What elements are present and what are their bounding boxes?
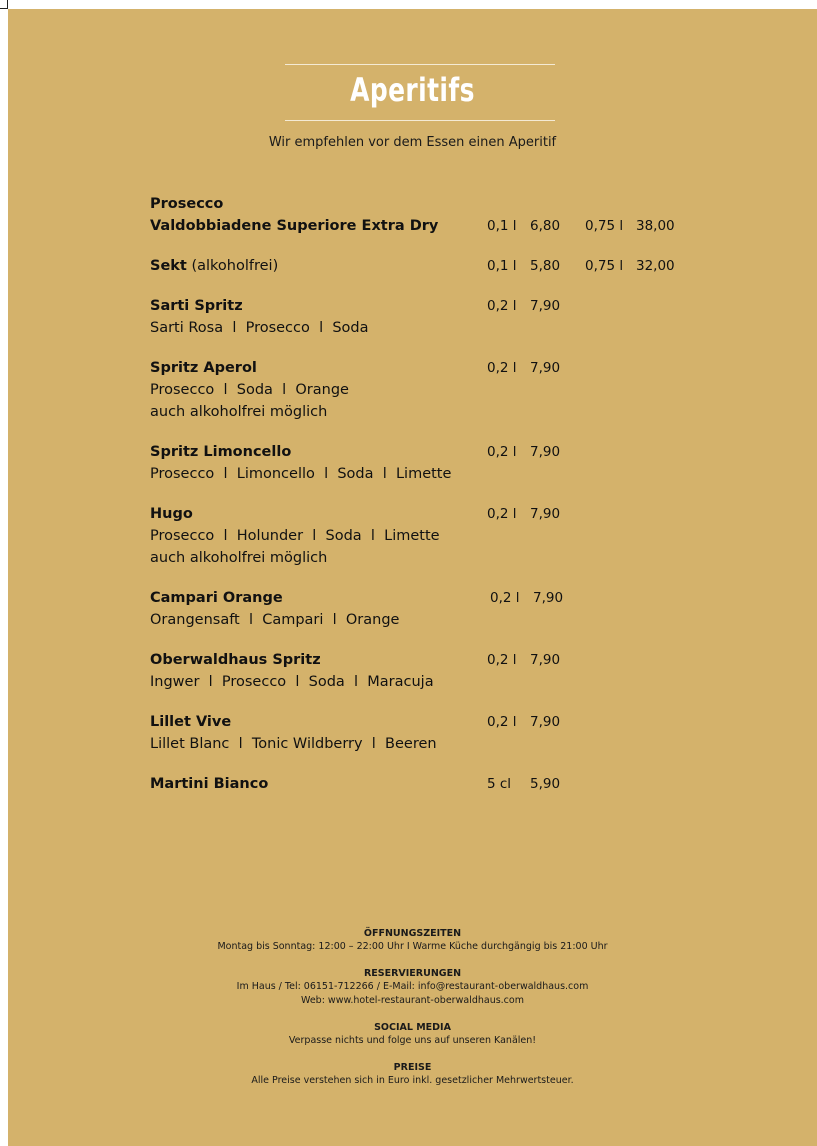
item-name-line2: Valdobbiadene Superiore Extra Dry: [150, 218, 439, 234]
item-size-small: 0,2 l: [487, 444, 517, 460]
item-price-small: 7,90: [530, 298, 561, 314]
item-name: Sarti Spritz: [150, 298, 243, 314]
item-description: Lillet Blanc l Tonic Wildberry l Beeren: [150, 736, 437, 752]
item-name: Campari Orange: [150, 590, 283, 606]
menu-item: [150, 503, 710, 569]
prices-text: Alle Preise verstehen sich in Euro inkl. gesetzlicher Mehrwertsteuer.: [251, 1075, 574, 1086]
aperitif-list: [150, 193, 710, 813]
item-size-large: 0,75 l: [585, 258, 624, 274]
menu-page: [8, 9, 817, 1146]
hours-text: Montag bis Sonntag: 12:00 – 22:00 Uhr I Warme Küche durchgängig bis 21:00 Uhr: [217, 941, 608, 952]
item-prices: [150, 649, 710, 671]
item-description: Sarti Rosa l Prosecco l Soda: [150, 320, 369, 336]
item-price-small: 7,90: [530, 444, 561, 460]
title-bottom-rule: [285, 120, 555, 121]
item-prices: [150, 255, 710, 277]
item-description: auch alkoholfrei möglich: [150, 404, 328, 420]
reservations-text: Im Haus / Tel: 06151-712266 / E-Mail: info@restaurant-oberwaldhaus.com: [236, 981, 589, 992]
item-price-small: 5,90: [530, 776, 561, 792]
item-price-small: 7,90: [530, 506, 561, 522]
item-size-small: 0,2 l: [487, 298, 517, 314]
item-name: Martini Bianco: [150, 776, 269, 792]
item-size-small: 0,1 l: [487, 218, 517, 234]
item-name: Oberwaldhaus Spritz: [150, 652, 321, 668]
item-size-small: 0,2 l: [487, 506, 517, 522]
footer-info: [8, 927, 817, 1088]
item-size-small: 0,2 l: [487, 360, 517, 376]
page-title: Aperitifs: [350, 71, 475, 109]
reservations-title: RESERVIERUNGEN: [363, 968, 462, 979]
item-prices: [150, 215, 710, 237]
menu-item: [150, 357, 710, 423]
item-description: auch alkoholfrei möglich: [150, 550, 328, 566]
item-description: Prosecco l Limoncello l Soda l Limette: [150, 466, 452, 482]
reservations-web: Web: www.hotel-restaurant-oberwaldhaus.com: [301, 995, 524, 1006]
item-description: Prosecco l Holunder l Soda l Limette: [150, 528, 440, 544]
item-prices: [150, 357, 710, 379]
hours-title: ÖFFNUNGSZEITEN: [363, 928, 462, 939]
item-price-small: 5,80: [530, 258, 561, 274]
crop-corner-mark: [0, 0, 8, 9]
menu-item: [150, 441, 710, 485]
item-size-small: 5 cl: [487, 776, 512, 792]
prices-title: PREISE: [393, 1062, 432, 1073]
social-text: Verpasse nichts und folge uns auf unseren Kanälen!: [288, 1035, 537, 1046]
item-size-large: 0,75 l: [585, 218, 624, 234]
item-price-small: 6,80: [530, 218, 561, 234]
menu-item: [150, 587, 710, 631]
menu-item: [150, 711, 710, 755]
item-price-large: 32,00: [636, 258, 675, 274]
item-price-small: 7,90: [530, 714, 561, 730]
item-note: (alkoholfrei): [186, 258, 279, 274]
item-name: Hugo: [150, 506, 193, 522]
page-subtitle: Wir empfehlen vor dem Essen einen Aperitif: [268, 135, 557, 150]
social-title: SOCIAL MEDIA: [374, 1022, 451, 1033]
item-description: Prosecco l Soda l Orange: [150, 382, 349, 398]
item-prices: [150, 295, 710, 317]
menu-item: [150, 193, 710, 237]
title-top-rule: [285, 64, 555, 65]
menu-item: [150, 649, 710, 693]
item-description: Orangensaft l Campari l Orange: [150, 612, 400, 628]
item-name: Prosecco: [150, 196, 224, 212]
menu-item: [150, 295, 710, 339]
item-name: Sekt: [150, 258, 187, 274]
menu-item: [150, 773, 710, 795]
item-price-small: 7,90: [530, 652, 561, 668]
item-size-small: 0,2 l: [487, 652, 517, 668]
item-price-small: 7,90: [533, 590, 564, 606]
item-name: Spritz Aperol: [150, 360, 257, 376]
item-name: Spritz Limoncello: [150, 444, 292, 460]
item-prices: [150, 441, 710, 463]
item-description: Ingwer l Prosecco l Soda l Maracuja: [150, 674, 434, 690]
item-price-large: 38,00: [636, 218, 675, 234]
item-prices: [150, 503, 710, 525]
item-name: Lillet Vive: [150, 714, 232, 730]
item-size-small: 0,1 l: [487, 258, 517, 274]
item-prices: [150, 711, 710, 733]
item-size-small: 0,2 l: [490, 590, 520, 606]
item-price-small: 7,90: [530, 360, 561, 376]
item-prices: [150, 587, 710, 609]
item-prices: [150, 773, 710, 795]
menu-item: [150, 255, 710, 277]
item-size-small: 0,2 l: [487, 714, 517, 730]
